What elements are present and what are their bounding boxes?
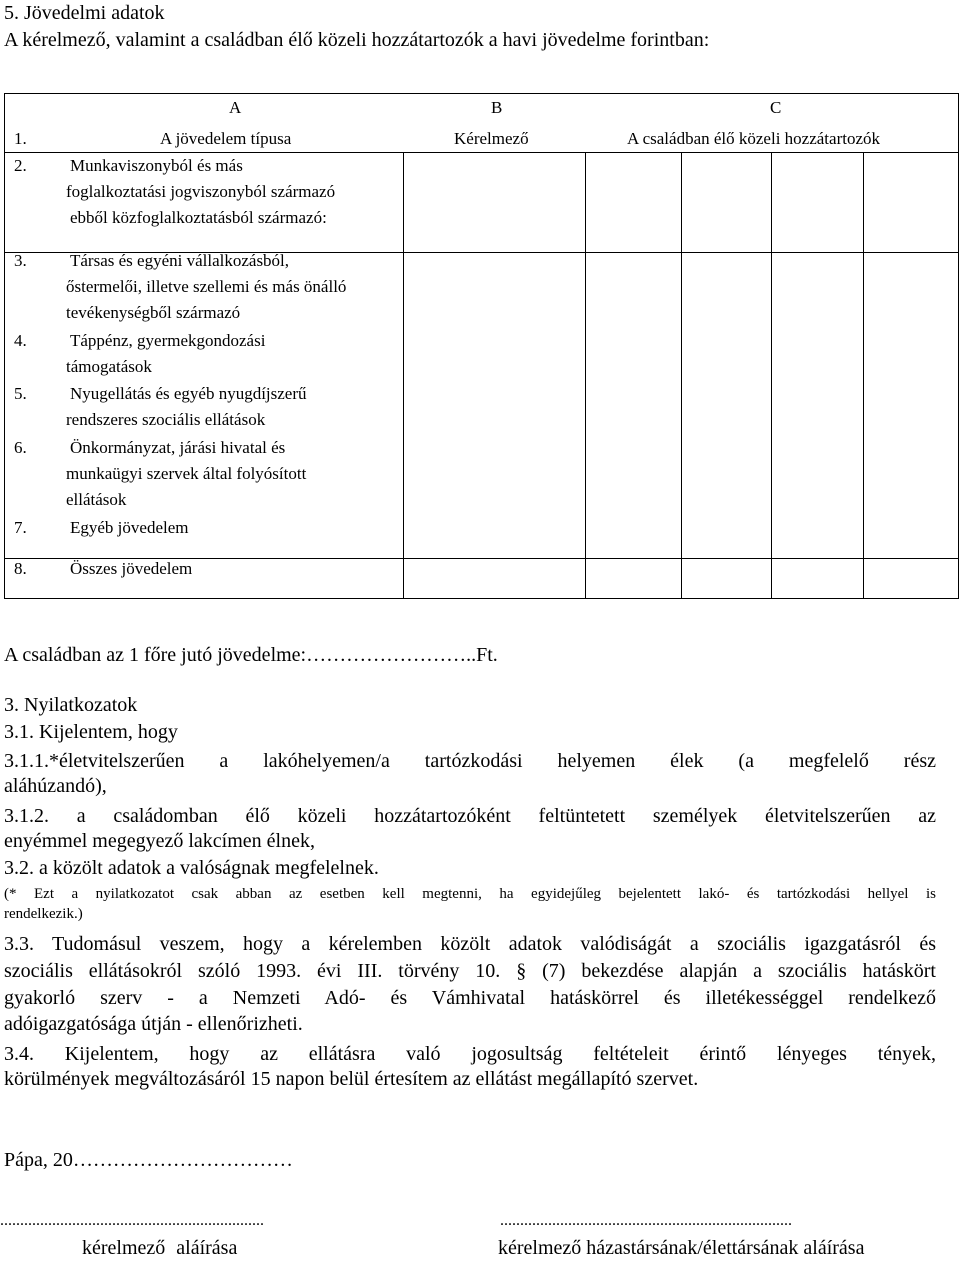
spouse-signature-label: kérelmező házastársának/élettársának aláírása xyxy=(498,1237,865,1259)
row-label-line: Munkaviszonyból és más xyxy=(70,156,243,175)
row-label-line: Önkormányzat, járási hivatal és xyxy=(70,438,286,457)
declaration-3-3-line2: szociális ellátásokról szóló 1993. évi III. törvény 10. § (7) bekezdése alapján a szociális hatáskört xyxy=(4,960,936,982)
col-header-applicant: Kérelmező xyxy=(454,129,529,148)
declarations-heading: 3. Nyilatkozatok xyxy=(4,694,138,716)
declaration-3-3-line4: adóigazgatósága útján - ellenőrizheti. xyxy=(4,1013,303,1035)
table-row-label xyxy=(66,328,266,380)
table-divider xyxy=(585,152,586,599)
row-label-line: Társas és egyéni vállalkozásból, xyxy=(70,251,290,270)
table-row-label: Összes jövedelem xyxy=(70,559,193,578)
footnote-cont: rendelkezik.) xyxy=(4,906,83,922)
table-divider xyxy=(771,152,772,599)
declaration-3-1-2: 3.1.2. a családomban élő közeli hozzátartozóként feltüntetett személyek életvitelszerűen az xyxy=(4,805,936,827)
declaration-3-1: 3.1. Kijelentem, hogy xyxy=(4,721,178,743)
row-label-line: támogatások xyxy=(66,357,152,376)
col-letter-c: C xyxy=(770,98,782,117)
row-number: 8. xyxy=(14,559,27,578)
row-label-line: ebből közfoglalkoztatásból származó: xyxy=(70,208,327,227)
row-label-line: rendszeres szociális ellátások xyxy=(66,410,266,429)
table-divider xyxy=(863,152,864,599)
row-label-line: tevékenységből származó xyxy=(66,303,241,322)
declaration-3-4: 3.4. Kijelentem, hogy az ellátásra való jogosultság feltételeit érintő lényeges tények, xyxy=(4,1043,936,1065)
spouse-signature-line: ......................................................................... xyxy=(500,1212,792,1229)
col-letter-a: A xyxy=(229,98,242,117)
income-table xyxy=(4,93,959,599)
row-number: 5. xyxy=(14,384,27,403)
per-capita-income: A családban az 1 főre jutó jövedelme:……………………..Ft. xyxy=(4,644,498,666)
row-number: 6. xyxy=(14,438,27,457)
declaration-3-3-line3: gyakorló szerv - a Nemzeti Adó- és Vámhivatal hatáskörrel és illetékességgel rendelkező xyxy=(4,987,936,1009)
row-number: 7. xyxy=(14,518,27,537)
table-divider xyxy=(403,152,404,599)
row-label-line: ellátások xyxy=(66,490,127,509)
declaration-3-2: 3.2. a közölt adatok a valóságnak megfelelnek. xyxy=(4,857,379,879)
section-heading: 5. Jövedelmi adatok xyxy=(4,2,165,24)
place-date: Pápa, 20…………………………… xyxy=(4,1149,293,1171)
table-row-label xyxy=(66,153,336,231)
applicant-signature-line: .................................................................. xyxy=(0,1212,264,1229)
declaration-3-1-1: 3.1.1.*életvitelszerűen a lakóhelyemen/a tartózkodási helyemen élek (a megfelelő rész xyxy=(4,750,936,772)
row-label-line: Nyugellátás és egyéb nyugdíjszerű xyxy=(70,384,307,403)
row-number: 2. xyxy=(14,156,27,175)
row-number: 1. xyxy=(14,129,27,148)
row-label-line: munkaügyi szervek által folyósított xyxy=(66,464,307,483)
row-number: 4. xyxy=(14,331,27,350)
row-label-line: foglalkoztatási jogviszonyból származó xyxy=(66,182,336,201)
row-number: 3. xyxy=(14,251,27,270)
declaration-3-1-1-cont: aláhúzandó), xyxy=(4,775,107,797)
col-letter-b: B xyxy=(491,98,503,117)
table-row-label xyxy=(66,435,307,513)
col-header-relatives: A családban élő közeli hozzátartozók xyxy=(627,129,880,148)
row-label-line: őstermelői, illetve szellemi és más önálló xyxy=(66,277,347,296)
declaration-3-1-2-cont: enyémmel megegyező lakcímen élnek, xyxy=(4,830,315,852)
applicant-signature-label: kérelmező aláírása xyxy=(82,1237,238,1259)
row-label-line: Táppénz, gyermekgondozási xyxy=(70,331,266,350)
footnote: (* Ezt a nyilatkozatot csak abban az esetben kell megtenni, ha egyidejűleg bejelentett lakó- és tartózkodási hellyel is xyxy=(4,886,936,902)
table-row-label xyxy=(66,381,307,433)
section-intro: A kérelmező, valamint a családban élő közeli hozzátartozók a havi jövedelme forintban: xyxy=(4,29,710,51)
declaration-3-4-line2: körülmények megváltozásáról 15 napon belül értesítem az ellátást megállapító szervet. xyxy=(4,1068,699,1090)
table-row-label: Egyéb jövedelem xyxy=(70,518,189,537)
declaration-3-3: 3.3. Tudomásul veszem, hogy a kérelemben közölt adatok valódiságát a szociális igazgatásról és xyxy=(4,933,936,955)
table-row-label xyxy=(66,248,347,326)
col-header-type: A jövedelem típusa xyxy=(160,129,292,148)
table-divider xyxy=(681,152,682,599)
